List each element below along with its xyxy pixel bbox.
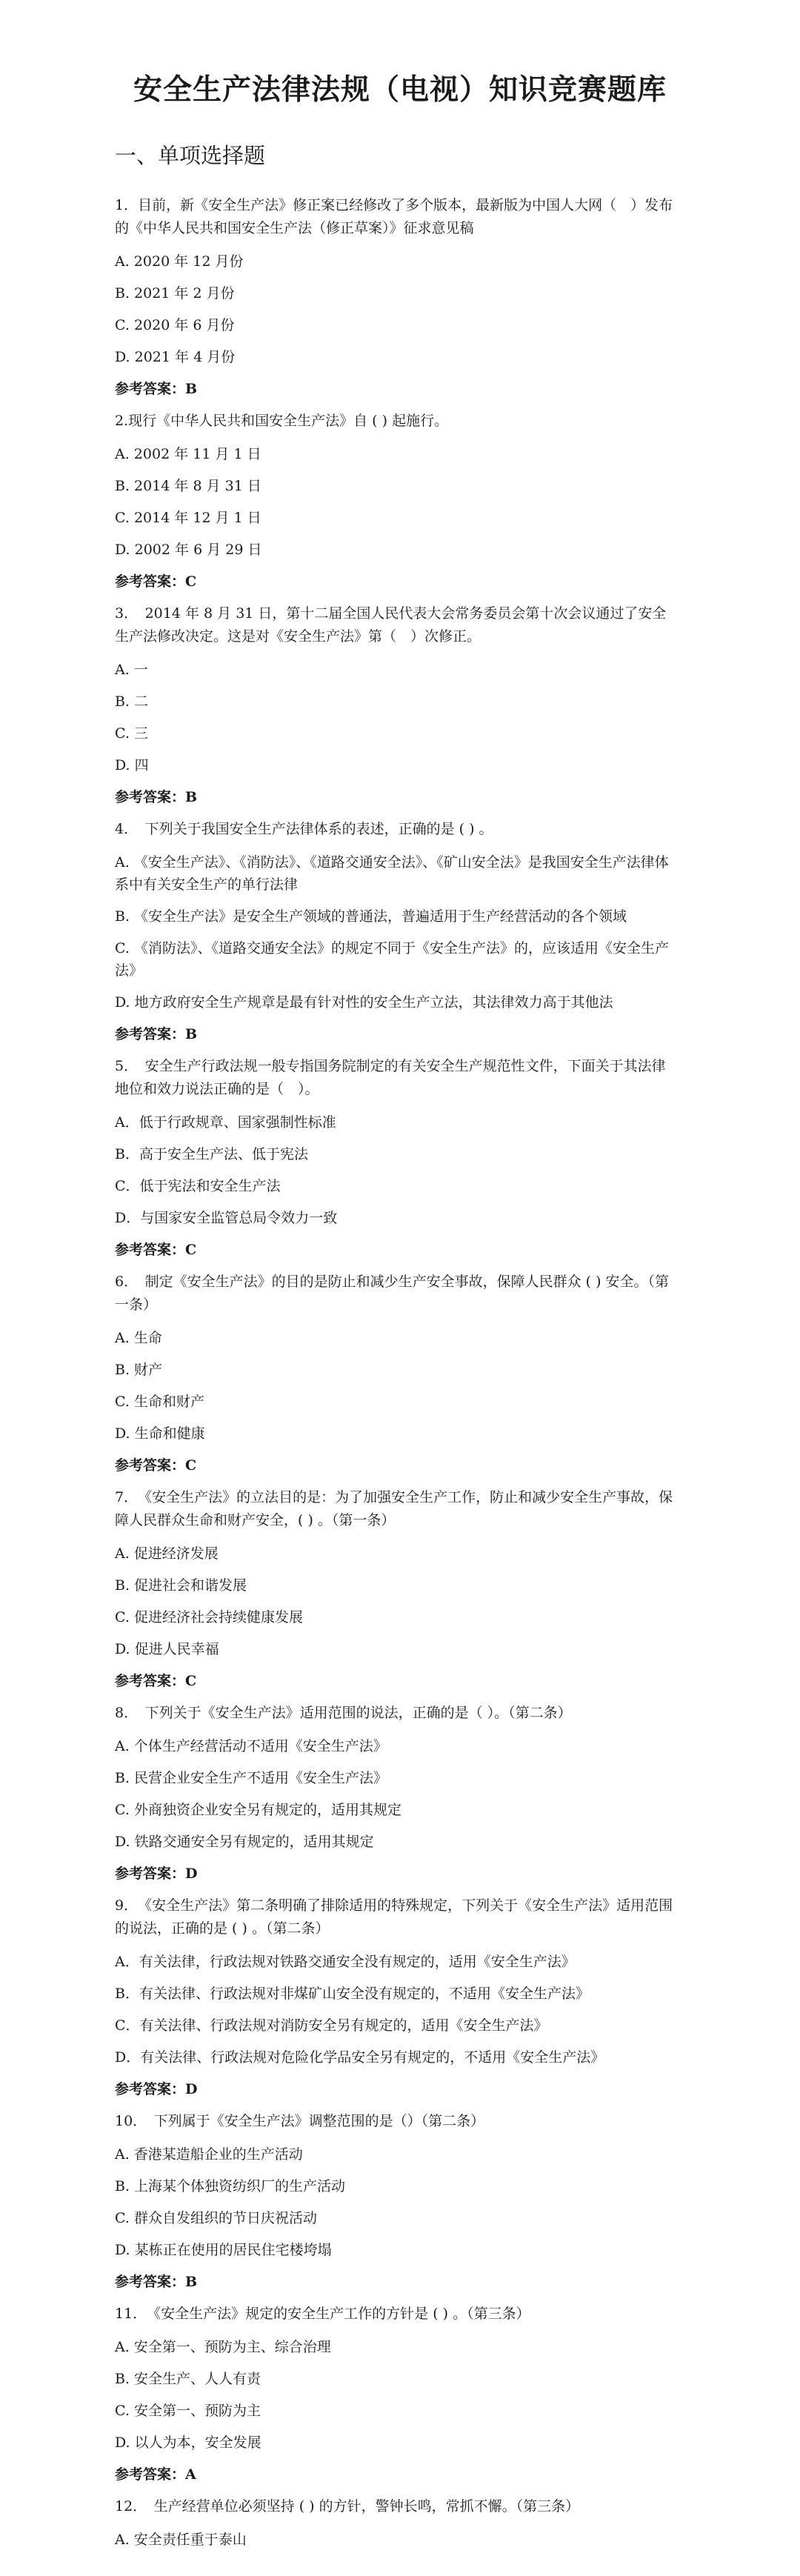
answer-option: B. 财产: [115, 1362, 163, 1378]
answer-option: D. 促进人民幸福: [115, 1641, 219, 1657]
answer-option: C. 促进经济社会持续健康发展: [115, 1609, 303, 1625]
answer-option: B. 安全生产、人人有责: [115, 2371, 261, 2387]
question-text: 7． 《安全生产法》的立法目的是：为了加强安全生产工作，防止和减少安全生产事故，保障人民群众生命和财产安全，( ) 。（第一条）: [115, 1489, 673, 1528]
question-text: 4． 下列关于我国安全生产法律体系的表述，正确的是 ( ) 。: [115, 821, 493, 837]
question-text: 3． 2014 年 8 月 31 日，第十二届全国人民代表大会常务委员会第十次会议通过了安全生产法修改决定。这是对《安全生产法》第（ ）次修正。: [115, 605, 667, 645]
answer-option: B. 《安全生产法》是安全生产领域的普通法，普遍适用于生产经营活动的各个领域: [115, 908, 627, 925]
answer-option: D. 某栋正在使用的居民住宅楼垮塌: [115, 2242, 332, 2258]
answer-option: D．与国家安全监管总局令效力一致: [115, 1210, 338, 1226]
answer-option: A. 促进经济发展: [115, 1545, 219, 1562]
reference-answer: 参考答案：C: [115, 1242, 197, 1258]
answer-option: C. 生命和财产: [115, 1394, 204, 1410]
question-item: [115, 2303, 678, 2495]
reference-answer: 参考答案：C: [115, 1457, 197, 1474]
question-item: [115, 1702, 678, 1894]
question-text: 8． 下列关于《安全生产法》适用范围的说法，正确的是（ ）。（第二条）: [115, 1705, 572, 1721]
question-item: [115, 1055, 678, 1271]
answer-option: B. 2021 年 2 月份: [115, 285, 235, 302]
answer-option: D. 2021 年 4 月份: [115, 349, 236, 365]
answer-option: A. 2020 年 12 月份: [115, 253, 244, 270]
answer-option: D. 以人为本，安全发展: [115, 2434, 261, 2451]
answer-option: A. 个体生产经营活动不适用《安全生产法》: [115, 1738, 387, 1754]
question-item: [115, 818, 678, 1055]
question-text: 1．目前，新《安全生产法》修正案已经修改了多个版本，最新版为中国人大网（ ）发布的《中华人民共和国安全生产法（修正草案）》征求意见稿: [115, 197, 673, 236]
question-item: [115, 194, 678, 410]
question-item: [115, 1894, 678, 2110]
answer-option: A．有关法律，行政法规对铁路交通安全没有规定的，适用《安全生产法》: [115, 1954, 576, 1970]
answer-option: A. 安全责任重于泰山: [115, 2532, 247, 2548]
answer-option: C. 群众自发组织的节日庆祝活动: [115, 2210, 317, 2226]
answer-option: A. 香港某造船企业的生产活动: [115, 2146, 303, 2163]
answer-option: C. 《消防法》、《道路交通安全法》的规定不同于《安全生产法》的，应该适用《安全生产法》: [115, 940, 669, 979]
question-text: 9． 《安全生产法》第二条明确了排除适用的特殊规定，下列关于《安全生产法》适用范围的说法，正确的是 ( ) 。（第二条）: [115, 1897, 673, 1937]
question-item: [115, 410, 678, 602]
answer-option: B. 促进社会和谐发展: [115, 1577, 247, 1594]
question-item: [115, 602, 678, 818]
answer-option: A．低于行政规章、国家强制性标准: [115, 1114, 336, 1131]
reference-answer: 参考答案：C: [115, 573, 197, 590]
question-text: 12． 生产经营单位必须坚持 ( ) 的方针，警钟长鸣，常抓不懈。（第三条）: [115, 2498, 580, 2515]
answer-option: C. 2020 年 6 月份: [115, 317, 235, 333]
reference-answer: 参考答案：B: [115, 1026, 198, 1042]
question-text: 10． 下列属于《安全生产法》调整范围的是（）（第二条）: [115, 2113, 485, 2129]
question-list: [115, 194, 678, 2560]
answer-option: C．有关法律、行政法规对消防安全另有规定的，适用《安全生产法》: [115, 2017, 548, 2034]
question-text: 11． 《安全生产法》规定的安全生产工作的方针是 ( ) 。（第三条）: [115, 2306, 530, 2322]
reference-answer: 参考答案：B: [115, 2274, 198, 2290]
question-text: 2.现行《中华人民共和国安全生产法》自 ( ) 起施行。: [115, 413, 449, 429]
answer-option: D．有关法律、行政法规对危险化学品安全另有规定的，不适用《安全生产法》: [115, 2049, 605, 2066]
section-heading: 一、单项选择题: [115, 143, 266, 168]
answer-option: C. 安全第一、预防为主: [115, 2403, 261, 2419]
answer-option: B. 2014 年 8 月 31 日: [115, 478, 261, 494]
reference-answer: 参考答案：A: [115, 2466, 196, 2483]
answer-option: C．低于宪法和安全生产法: [115, 1178, 281, 1194]
reference-answer: 参考答案：D: [115, 1866, 198, 1882]
answer-option: C. 三: [115, 725, 148, 742]
question-text: 6． 制定《安全生产法》的目的是防止和减少生产安全事故，保障人民群众 ( ) 安全。（第一条）: [115, 1274, 670, 1313]
reference-answer: 参考答案：B: [115, 789, 198, 805]
answer-option: D. 铁路交通安全另有规定的，适用其规定: [115, 1834, 374, 1850]
question-item: [115, 1271, 678, 1486]
answer-option: A. 生命: [115, 1330, 162, 1346]
question-item: [115, 1486, 678, 1702]
reference-answer: 参考答案：D: [115, 2081, 198, 2097]
answer-option: C. 外商独资企业安全另有规定的，适用其规定: [115, 1802, 401, 1818]
question-item: [115, 2110, 678, 2303]
answer-option: D. 四: [115, 757, 149, 773]
answer-option: B．有关法律、行政法规对非煤矿山安全没有规定的，不适用《安全生产法》: [115, 1986, 590, 2002]
question-text: 5． 安全生产行政法规一般专指国务院制定的有关安全生产规范性文件，下面关于其法律地位和效力说法正确的是（ ）。: [115, 1058, 666, 1097]
answer-option: B. 二: [115, 693, 149, 710]
answer-option: D. 地方政府安全生产规章是最有针对性的安全生产立法，其法律效力高于其他法: [115, 994, 613, 1011]
answer-option: A. 2002 年 11 月 1 日: [115, 446, 261, 462]
question-item: [115, 2495, 678, 2560]
answer-option: B．高于安全生产法、低于宪法: [115, 1146, 308, 1162]
reference-answer: 参考答案：B: [115, 381, 198, 397]
answer-option: A. 《安全生产法》、《消防法》、《道路交通安全法》、《矿山安全法》是我国安全生产法律体系中有关安全生产的单行法律: [115, 854, 669, 893]
answer-option: D. 2002 年 6 月 29 日: [115, 542, 262, 558]
reference-answer: 参考答案：C: [115, 1673, 197, 1689]
document-title: 安全生产法律法规（电视）知识竞赛题库: [133, 73, 667, 107]
answer-option: B. 上海某个体独资纺织厂的生产活动: [115, 2178, 346, 2194]
answer-option: D. 生命和健康: [115, 1425, 205, 1442]
answer-option: A. 一: [115, 662, 148, 678]
answer-option: B. 民营企业安全生产不适用《安全生产法》: [115, 1770, 388, 1786]
answer-option: A. 安全第一、预防为主、综合治理: [115, 2339, 331, 2355]
answer-option: C. 2014 年 12 月 1 日: [115, 510, 261, 526]
